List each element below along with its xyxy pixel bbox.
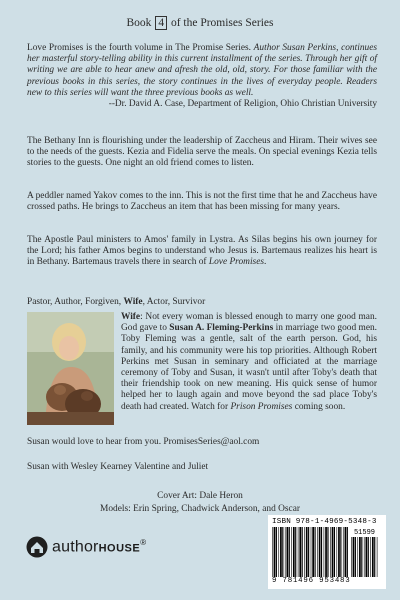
series-suffix: of the Promises Series: [170, 17, 274, 29]
bio-text-1: : Not every woman is blessed enough to marry one good man. God gave to: [121, 312, 377, 334]
bio-lead: Wife: [121, 312, 141, 322]
price-code: 51599: [353, 529, 375, 537]
publisher-name-end: HOUSE: [98, 542, 141, 555]
synopsis-paragraph-3: [27, 235, 377, 269]
isbn-barcode: [268, 515, 386, 589]
review-attribution: --Dr. David A. Case, Department of Religion, Ohio Christian University: [108, 99, 377, 110]
publisher-logo: [26, 536, 146, 558]
registered-mark: ®: [140, 537, 147, 547]
next-book-title: Prison Promises: [230, 401, 293, 412]
isbn-number: ISBN 978-1-4969-5348-3: [272, 518, 377, 526]
series-prefix: Book: [126, 17, 152, 29]
series-number-box: 4: [155, 16, 167, 30]
cover-art-credit: Cover Art: Dale Heron: [157, 491, 243, 501]
bio-text-2: in marriage two good men. Toby Fleming was a gentle, salt of the earth person. God, his family, and his community were his top priorities. Although Robert Perkins met Susan in seminary and officiated at the marriage ceremony of Toby and Susan, it wasn't until after Toby's death that their friendship took on new meaning. His quick sense of humor helped her to laugh again and move beyond the sad place Toby's death had created. Watch for: [121, 323, 378, 412]
ean-number: 9 781496 953483: [272, 577, 351, 585]
price-barcode-bars: [351, 537, 378, 577]
series-line: [0, 16, 400, 30]
author-name: Susan A. Fleming-Perkins: [169, 323, 274, 334]
roles-after: , Actor, Survivor: [142, 297, 206, 307]
book-title: Love Promises: [208, 257, 265, 268]
synopsis-paragraph-2: A peddler named Yakov comes to the inn. This is not the first time that he and Zaccheus have crossed paths. He brings to Zaccheus an item that has been missing for many years.: [27, 191, 377, 213]
publisher-name-start: author: [52, 538, 99, 556]
photo-caption: Susan with Wesley Kearney Valentine and Juliet: [27, 462, 209, 472]
synopsis-paragraph-1: The Bethany Inn is flourishing under the leadership of Zaccheus and Hiram. Their wives see to the needs of the guests. Kezia and Fidelia serve the meals. On special evenings Kezia tells stories to the guests. One night an old friend comes to listen.: [27, 136, 377, 169]
synopsis-paragraph-3-end: .: [264, 257, 267, 268]
roles-wife: Wife: [123, 297, 143, 307]
synopsis-paragraph-3-text: The Apostle Paul ministers to Amos' family in Lystra. As Silas begins his own journey for the Lord; his father Amos begins to understand who Jesus is. Bartemaus realizes his heart is in Bethany. Bartemaus travels there in search of: [27, 235, 377, 268]
authorhouse-logo-icon: [26, 536, 48, 558]
author-bio: [121, 312, 377, 413]
roles-before: Pastor, Author, Forgiven,: [27, 297, 124, 307]
models-credit: Models: Erin Spring, Chadwick Anderson, and Oscar: [100, 504, 300, 514]
author-roles: [27, 297, 205, 307]
review-quote: Author Susan Perkins, continues her masterful story-telling ability in this current installment of the series. Through her gift of writing we are able to hear anew and afresh the old, old, story. For those familiar with the previous books in this series, the story continues in the lives of everyday people. Readers new to this series will want the three previous books as well.: [27, 43, 378, 98]
review-paragraph: [27, 43, 377, 110]
intro-text: Love Promises is the fourth volume in The Promise Series.: [27, 43, 254, 53]
author-photo: [27, 312, 114, 425]
bio-text-3: coming soon.: [292, 401, 346, 412]
publisher-name: [52, 538, 146, 556]
ean-barcode-bars: [272, 527, 348, 577]
contact-line: Susan would love to hear from you. PromisesSeries@aol.com: [27, 437, 260, 447]
